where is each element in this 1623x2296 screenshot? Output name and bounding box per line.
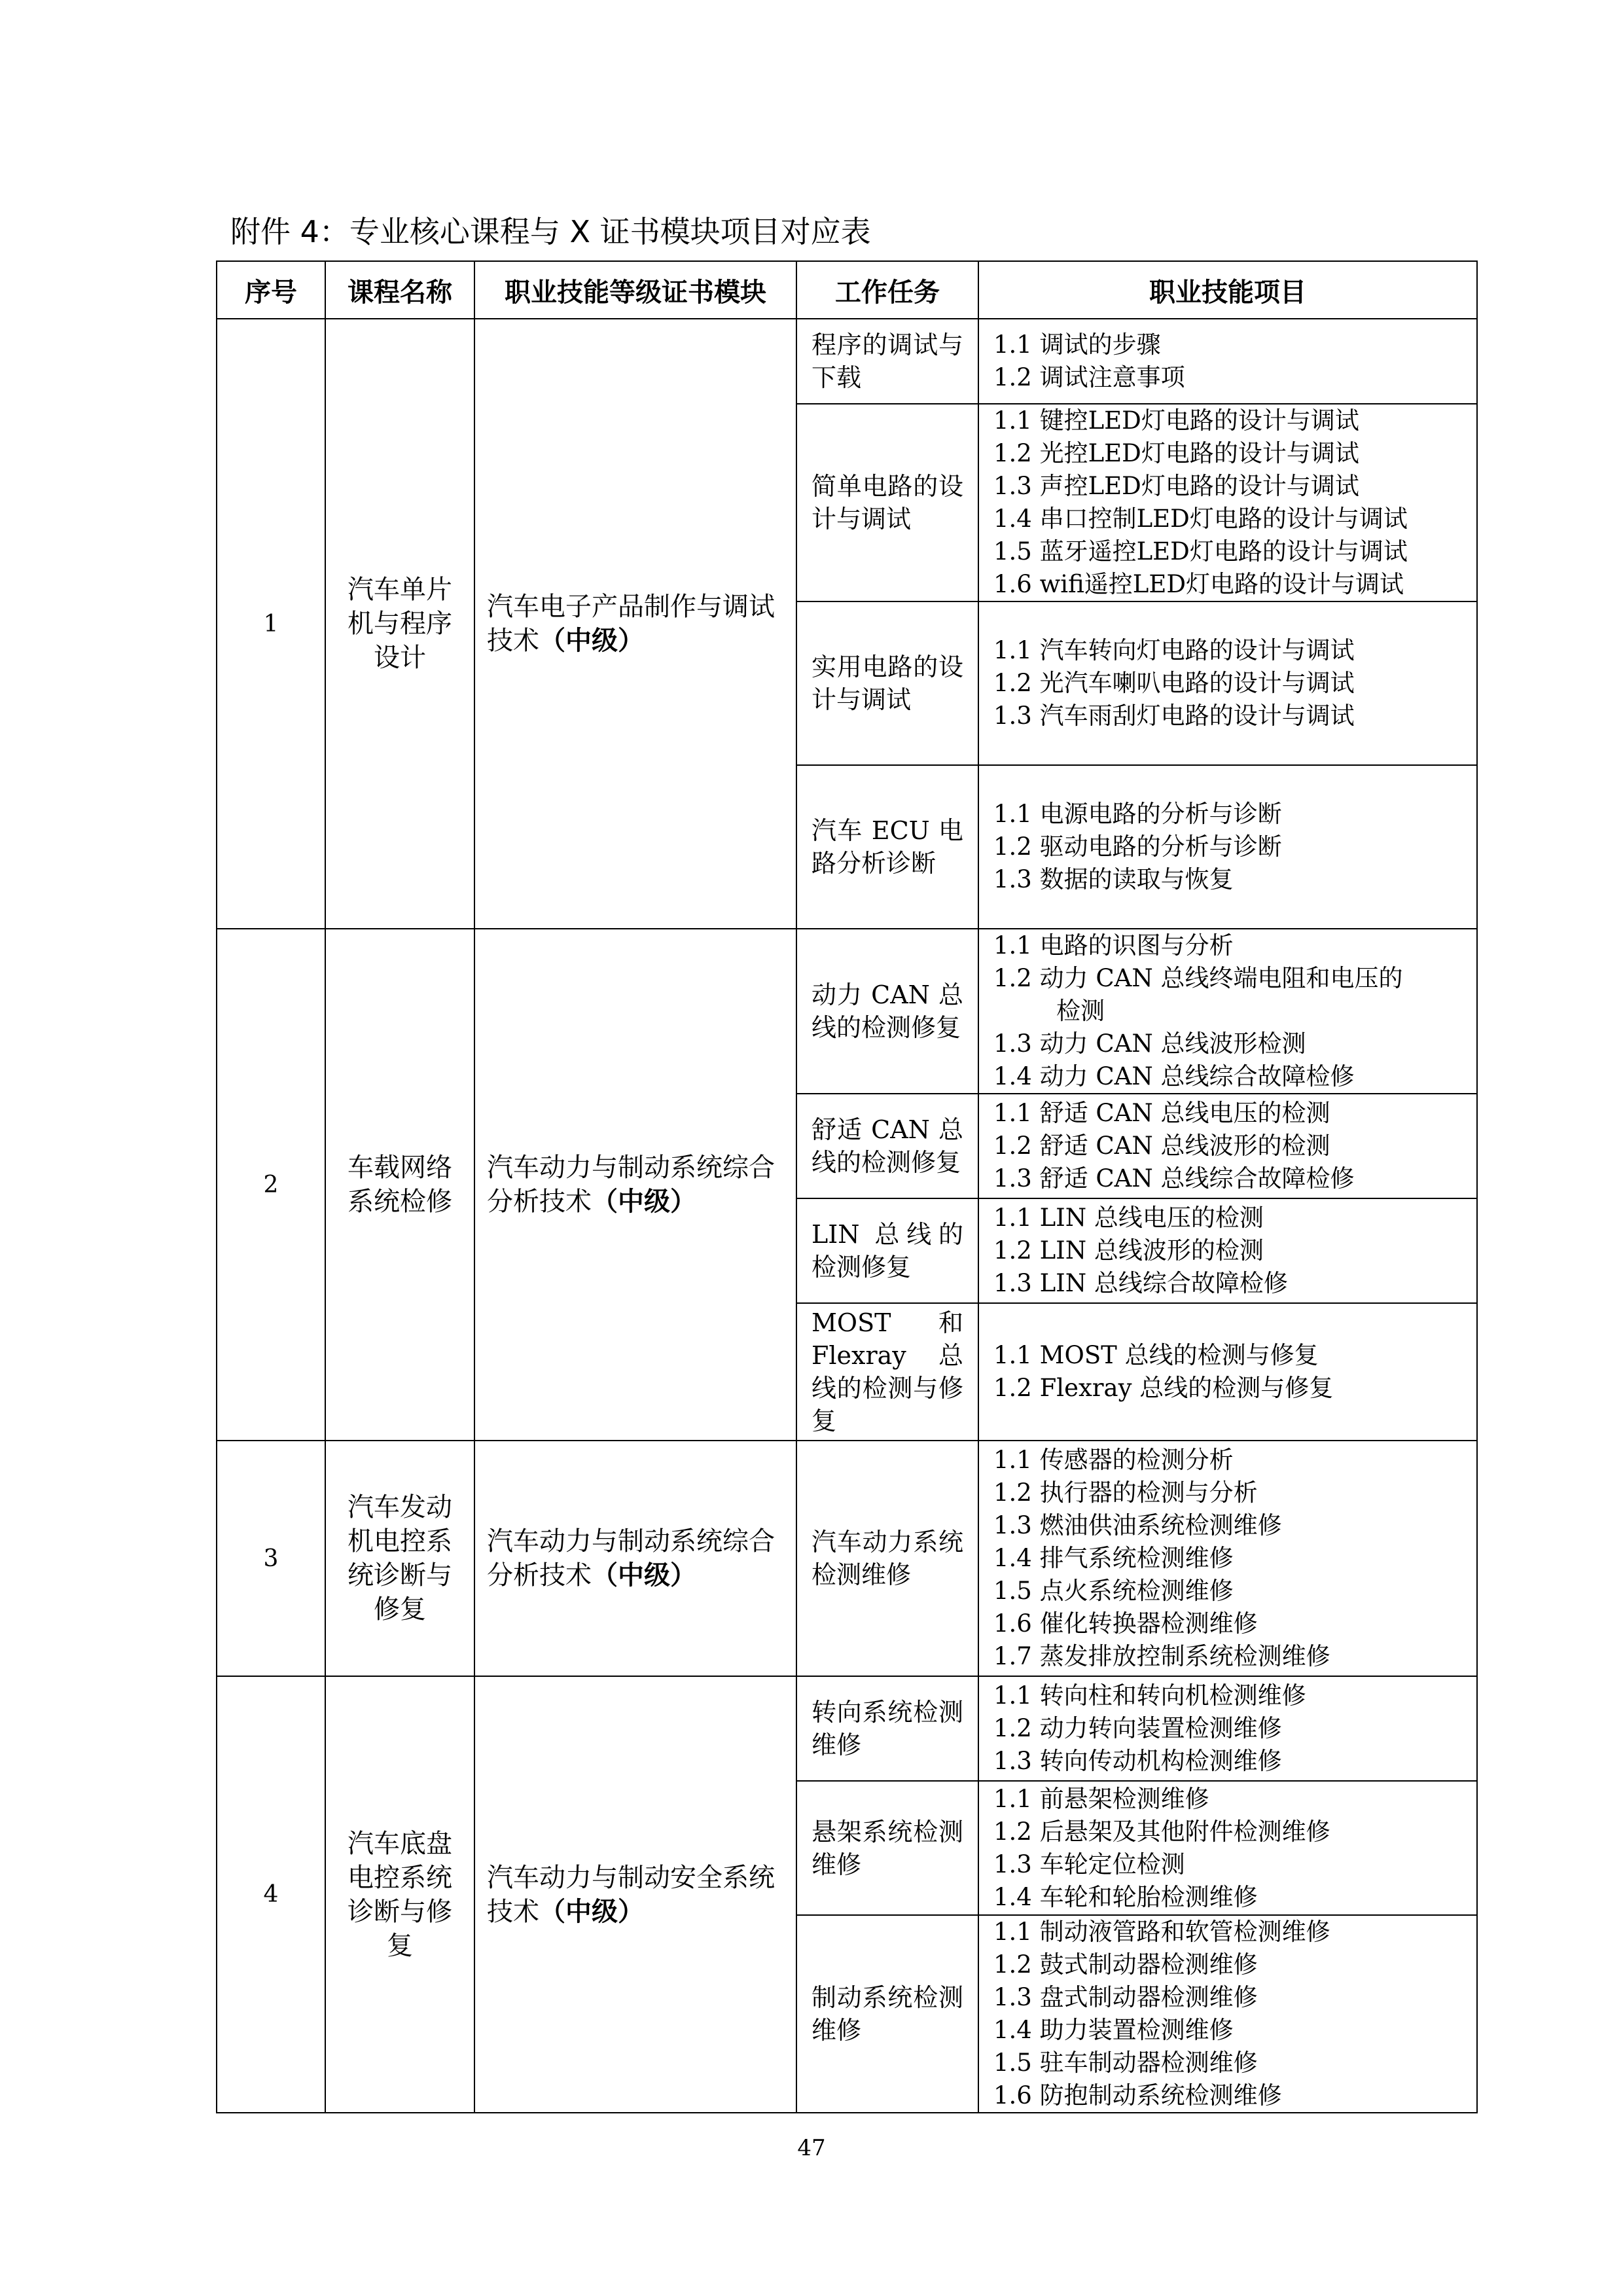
skill-items [978,1676,1477,1781]
skill-items [978,1094,1477,1198]
skill-item: 1.7 蒸发排放控制系统检测维修 [993,1642,1330,1670]
work-task: 转向系统检测维修 [796,1676,978,1781]
skill-item: 1.5 蓝牙遥控LED灯电路的设计与调试 [993,537,1408,565]
work-task: MOST 和 Flexray 总线的检测与修复 [796,1303,978,1441]
skill-item: 1.5 点火系统检测维修 [993,1577,1234,1605]
skill-item: 1.3 汽车雨刮灯电路的设计与调试 [993,702,1355,730]
skill-item: 1.2 鼓式制动器检测维修 [993,1950,1258,1979]
row-number: 4 [217,1676,325,2113]
course-name: 车载网络系统检修 [325,929,474,1441]
skill-item: 1.3 盘式制动器检测维修 [993,1983,1258,2011]
work-task: 程序的调试与下载 [796,319,978,404]
skill-items [978,1781,1477,1915]
table-row [217,929,1477,1094]
row-number: 1 [217,319,325,929]
skill-item: 1.3 车轮定位检测 [993,1850,1185,1878]
skill-item: 1.4 排气系统检测维修 [993,1544,1234,1572]
skill-item: 1.6 wifi遥控LED灯电路的设计与调试 [993,570,1404,598]
skill-item: 1.1 转向柱和转向机检测维修 [993,1681,1306,1710]
skill-item: 1.2 动力 CAN 总线终端电阻和电压的 [993,964,1403,992]
header-course: 课程名称 [325,261,474,319]
skill-item: 1.1 电路的识图与分析 [993,931,1234,960]
header-module: 职业技能等级证书模块 [474,261,796,319]
skill-items [978,1303,1477,1441]
skill-item: 1.3 燃油供油系统检测维修 [993,1511,1282,1539]
skill-item: 1.3 舒适 CAN 总线综合故障检修 [993,1164,1355,1193]
certificate-module [474,1441,796,1676]
skill-item: 1.2 动力转向装置检测维修 [993,1714,1282,1742]
module-text: 汽车电子产品制作与调试技术 [487,592,775,656]
skill-item: 1.4 动力 CAN 总线综合故障检修 [993,1062,1355,1090]
skill-items [978,765,1477,929]
table-row [217,1676,1477,1781]
skill-items [978,1198,1477,1303]
skill-item: 1.4 助力装置检测维修 [993,2016,1234,2044]
skill-items [978,929,1477,1094]
header-task: 工作任务 [796,261,978,319]
skill-item: 1.5 驻车制动器检测维修 [993,2049,1258,2077]
header-no: 序号 [217,261,325,319]
work-task: 汽车动力系统检测维修 [796,1441,978,1676]
work-task: LIN 总线的检测修复 [796,1198,978,1303]
skill-item: 1.6 防抱制动系统检测维修 [993,2081,1282,2109]
skill-item: 1.1 调试的步骤 [993,331,1161,359]
skill-item: 1.1 LIN 总线电压的检测 [993,1204,1264,1232]
skill-item: 1.2 执行器的检测与分析 [993,1479,1258,1507]
skill-item: 1.1 键控LED灯电路的设计与调试 [993,406,1359,435]
skill-items [978,1915,1477,2113]
work-task: 舒适 CAN 总线的检测修复 [796,1094,978,1198]
skill-items [978,319,1477,404]
work-task: 制动系统检测维修 [796,1915,978,2113]
skill-item: 1.3 数据的读取与恢复 [993,865,1234,893]
skill-item: 1.2 光汽车喇叭电路的设计与调试 [993,669,1355,697]
skill-item: 1.1 舒适 CAN 总线电压的检测 [993,1099,1330,1127]
work-task: 汽车 ECU 电路分析诊断 [796,765,978,929]
skill-item: 1.1 制动液管路和软管检测维修 [993,1918,1330,1946]
skill-item: 1.2 Flexray 总线的检测与修复 [993,1374,1334,1402]
page-number: 47 [797,2135,826,2161]
work-task: 简单电路的设计与调试 [796,404,978,601]
skill-item: 1.2 调试注意事项 [993,363,1185,391]
certificate-module [474,929,796,1441]
course-name: 汽车单片机与程序设计 [325,319,474,929]
skill-item: 1.2 光控LED灯电路的设计与调试 [993,439,1359,467]
work-task: 动力 CAN 总线的检测修复 [796,929,978,1094]
course-name: 汽车底盘电控系统诊断与修复 [325,1676,474,2113]
skill-item: 1.2 驱动电路的分析与诊断 [993,833,1282,861]
module-level: （中级） [592,1560,696,1590]
skill-item: 1.3 LIN 总线综合故障检修 [993,1269,1288,1297]
module-level: （中级） [539,1896,644,1927]
module-level: （中级） [539,626,644,656]
certificate-module [474,319,796,929]
skill-item: 1.2 舒适 CAN 总线波形的检测 [993,1132,1330,1160]
document-title: 附件 4：专业核心课程与 X 证书模块项目对应表 [230,214,871,249]
skill-item: 检测 [1056,997,1105,1025]
module-text: 汽车动力与制动系统综合分析技术 [487,1153,775,1217]
course-certificate-table [216,260,1478,2113]
skill-items [978,1441,1477,1676]
skill-item: 1.1 汽车转向灯电路的设计与调试 [993,636,1355,664]
work-task: 实用电路的设计与调试 [796,601,978,765]
skill-item: 1.4 串口控制LED灯电路的设计与调试 [993,505,1408,533]
skill-items [978,601,1477,765]
module-text: 汽车动力与制动安全系统技术 [487,1862,775,1927]
module-text: 汽车动力与制动系统综合分析技术 [487,1526,775,1590]
skill-item: 1.2 LIN 总线波形的检测 [993,1236,1264,1265]
skill-item: 1.3 转向传动机构检测维修 [993,1747,1282,1775]
course-name: 汽车发动机电控系统诊断与修复 [325,1441,474,1676]
skill-item: 1.2 后悬架及其他附件检测维修 [993,1817,1330,1846]
skill-items [978,404,1477,601]
table-header-row [217,261,1477,319]
row-number: 2 [217,929,325,1441]
skill-item: 1.3 动力 CAN 总线波形检测 [993,1030,1306,1058]
skill-item: 1.4 车轮和轮胎检测维修 [993,1882,1258,1911]
skill-item: 1.6 催化转换器检测维修 [993,1609,1258,1638]
row-number: 3 [217,1441,325,1676]
module-level: （中级） [592,1187,696,1217]
skill-item: 1.1 电源电路的分析与诊断 [993,800,1282,828]
skill-item: 1.1 传感器的检测分析 [993,1446,1234,1474]
skill-item: 1.1 MOST 总线的检测与修复 [993,1341,1319,1369]
header-skill: 职业技能项目 [978,261,1477,319]
skill-item: 1.3 声控LED灯电路的设计与调试 [993,472,1359,500]
work-task: 悬架系统检测维修 [796,1781,978,1915]
table-row [217,319,1477,404]
table-row [217,1441,1477,1676]
skill-item: 1.1 前悬架检测维修 [993,1784,1209,1813]
certificate-module [474,1676,796,2113]
